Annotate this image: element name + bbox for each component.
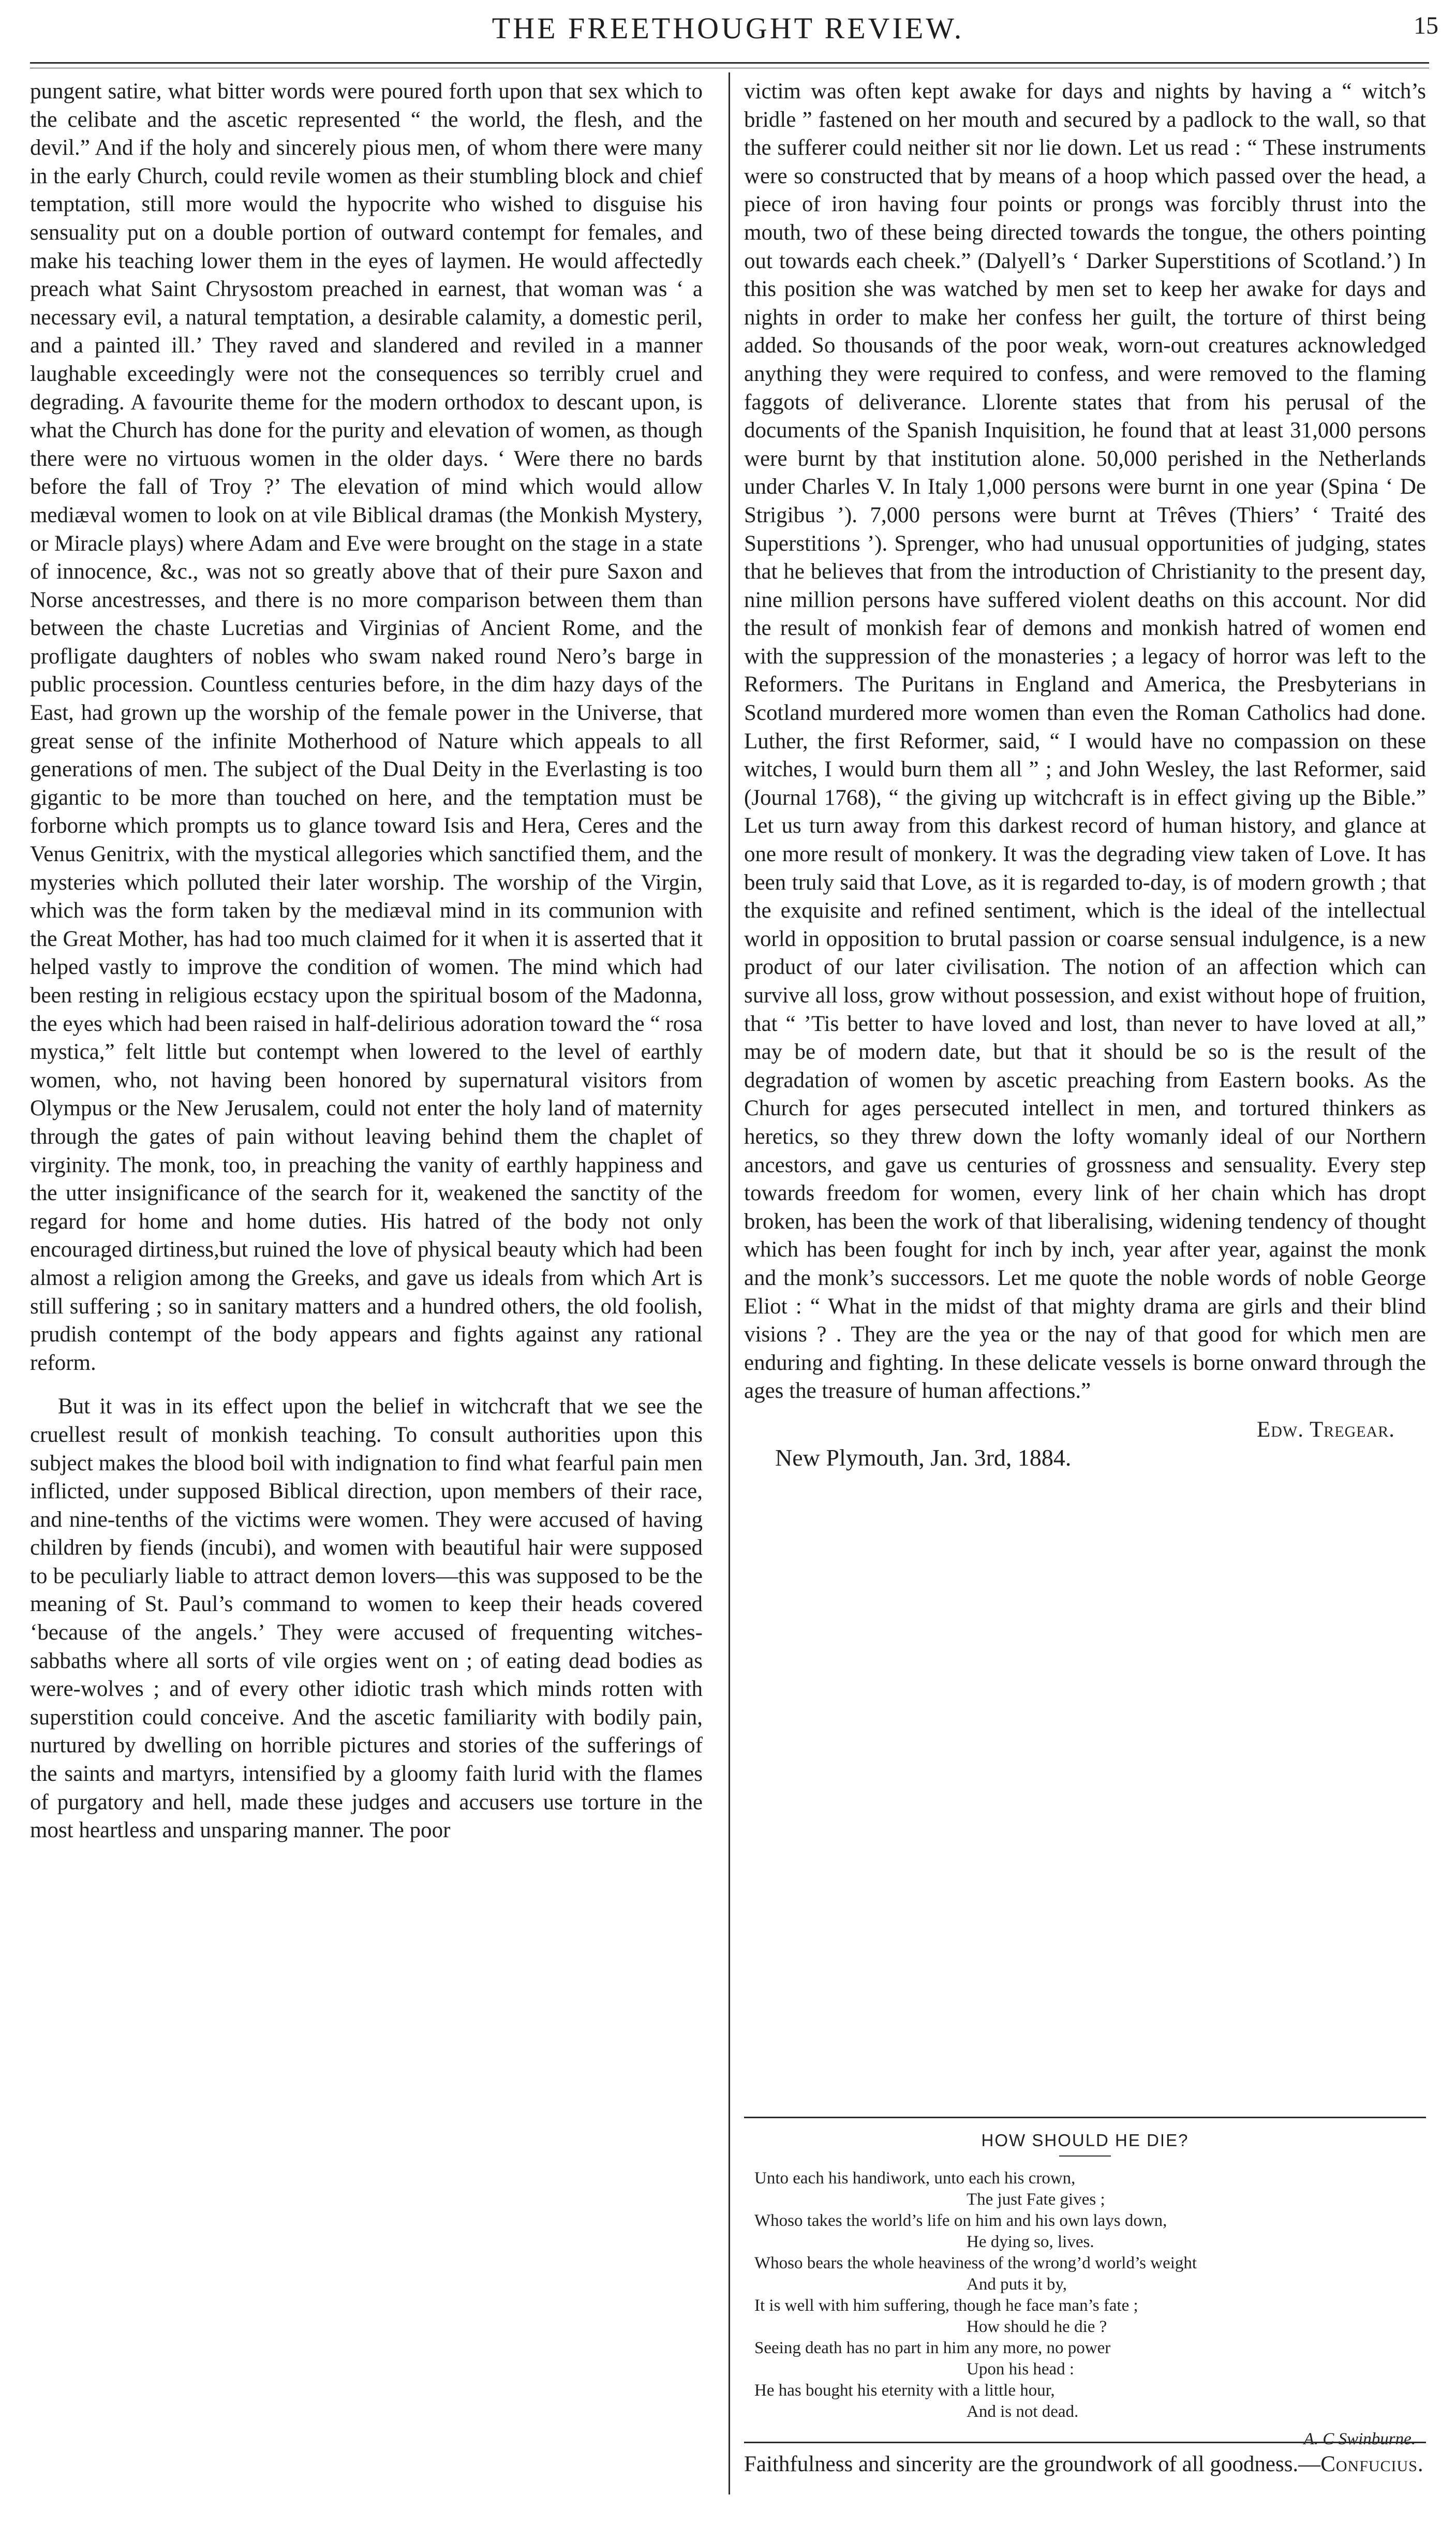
poem-line: Seeing death has no part in him any more, no power xyxy=(754,2339,1111,2357)
poem-line: The just Fate gives ; xyxy=(967,2190,1105,2209)
poem-line: Unto each his handiwork, unto each his crown, xyxy=(754,2169,1076,2188)
left-paragraph-2: But it was in its effect upon the belief in witchcraft that we see the cruellest result of monkish teaching. To consult authorities upon this subject makes the blood boil with indignation to find what fearful pain men inflicted, under supposed Biblical direction, upon members of their race, and nine-tenths of the victims were women. They were accused of having children by fiends (incubi), and women with beautiful hair were supposed to be peculiarly liable to attract demon lovers—this was supposed to be the meaning of St. Paul’s command to women to keep their heads covered ‘because of the angels.’ They were accused of frequenting witches-sabbaths where all sorts of vile orgies went on ; of eating dead bodies as were-wolves ; and of every other idiotic trash which minds rotten with superstition could conceive. And the ascetic familiarity with bodily pain, nurtured by dwelling on horrible pictures and stories of the sufferings of the saints and martyrs, intensified by a gloomy faith lurid with the flames of purgatory and hell, made these judges and accusers use torture in the most heartless and unsparing manner. The poor xyxy=(30,1394,703,1843)
left-paragraph-1: pungent satire, what bitter words were poured forth upon that sex which to the celibate and the ascetic represented “ the world, the flesh, and the devil.” And if the holy and sincerely pious men, of whom there were many in the early Church, could revile women as their stumbling block and chief temptation, still more would the hypocrite who wished to disguise his sensuality put on a double portion of outward contempt for females, and make his teaching lower them in the eyes of laymen. He would affectedly preach what Saint Chrysostom preached in earnest, that woman was ‘ a necessary evil, a natural temptation, a desirable calamity, a domestic peril, and a painted ill.’ They raved and slandered and reviled in a manner laughable exceedingly were not the consequences so terribly cruel and degrading. A favourite theme for the modern orthodox to descant upon, is what the Church has done for the purity and elevation of women, as though there were no virtuous women in the older days. ‘ Were there no bards before the fall of Troy ?’ The elevation of mind which would allow mediæval women to look on at vile Biblical dramas (the Monkish Mystery, or Miracle plays) where Adam and Eve were brought on the stage in a state of innocence, &c., was not so greatly above that of their pure Saxon and Norse ancestresses, and there is no more comparison between them than between the chaste Lucretias and Virginias of Ancient Rome, and the profligate daughters of nobles who swam naked round Nero’s barge in public procession. Countless centuries before, in the dim hazy days of the East, had grown up the worship of the female power in the Universe, that great sense of the infinite Motherhood of Nature which appeals to all generations of men. The subject of the Dual Deity in the Everlasting is too gigantic to be more than touched on here, and the temptation must be forborne which prompts us to glance toward Isis and Hera, Ceres and the Venus Genitrix, with the mystical allegories which sanctified them, and the mysteries which polluted their later worship. The worship of the Virgin, which was the form taken by the mediæval mind in its communion with the Great Mother, has had too much claimed for it when it is asserted that it helped vastly to improve the condition of women. The mind which had been resting in religious ecstacy upon the spiritual bosom of the Madonna, the eyes which had been raised in half-delirious adoration toward the “ rosa mystica,” felt little but contempt when lowered to the level of earthly women, who, not having been honored by supernatural visitors from Olympus or the New Jerusalem, could not enter the holy land of maternity through the gates of pain without leaving behind them the chaplet of virginity. The monk, too, in preaching the vanity of earthly happiness and the utter insignificance of the search for it, weakened the sanctity of the regard for home and home duties. His hatred of the body not only encouraged dirtiness,but ruined the love of physical beauty which had been almost a religion among the Greeks, and gave us ideals from which Art is still suffering ; so in sanitary matters and a hundred others, the old foolish, prudish contempt of the body appears and fights against any rational reform. xyxy=(30,79,703,1375)
closing-quote xyxy=(744,2451,1426,2478)
quote-text: Faithfulness and sincerity are the groundwork of all goodness.— xyxy=(744,2452,1321,2476)
right-paragraph-1: victim was often kept awake for days and nights by having a “ witch’s bridle ” fastened on her mouth and secured by a padlock to the wall, so that the sufferer could neither sit nor lie down. Let us read : “ These instruments were so constructed that by means of a hoop which passed over the head, a piece of iron having four points or prongs was forcibly thrust into the mouth, two of these being directed towards the tongue, the others pointing out towards each cheek.” (Dalyell’s ‘ Darker Superstitions of Scotland.’) In this position she was watched by men set to keep her awake for days and nights in order to make her confess her guilt, the torture of thirst being added. So thousands of the poor weak, worn-out creatures acknowledged anything they were required to confess, and were removed to the flaming faggots of deliverance. Llorente states that from his perusal of the documents of the Spanish Inquisition, he found that at least 31,000 persons were burnt by that institution alone. 50,000 perished in the Netherlands under Charles V. In Italy 1,000 persons were burnt in one year (Spina ‘ De Strigibus ’). 7,000 persons were burnt at Trêves (Thiers’ ‘ Traité des Superstitions ’). Sprenger, who had unusual opportunities of judging, states that he believes that from the introduction of Christianity to the present day, nine million persons have suffered violent deaths on this account. Nor did the result of monkish fear of demons and monkish hatred of women end with the suppression of the monasteries ; a legacy of horror was left to the Reformers. The Puritans in England and America, the Presbyterians in Scotland murdered more women than even the Roman Catholics had done. Luther, the first Reformer, said, “ I would have no compassion on these witches, I would burn them all ” ; and John Wesley, the last Reformer, said (Journal 1768), “ the giving up witchcraft is in effect giving up the Bible.” Let us turn away from this darkest record of human history, and glance at one more result of monkery. It was the degrading view taken of Love. It has been truly said that Love, as it is regarded to-day, is of modern growth ; that the exquisite and refined sentiment, which is the ideal of the intellectual world in opposition to brutal passion or coarse sensual indulgence, is a new product of our later civilisation. The notion of an affection which can survive all loss, grow without possession, and exist without hope of fruition, that “ ’Tis better to have loved and lost, than never to have loved at all,” may be of modern date, but that it should be so is the result of the degradation of women by ascetic preaching from Eastern books. As the Church for ages persecuted intellect in men, and tortured thinkers as heretics, so they threw down the lofty womanly ideal of our Northern ancestors, and gave us centuries of grossness and sensuality. Every step towards freedom for women, every link of her chain which has dropt broken, has been the work of that liberalising, widening tendency of thought which has been fought for inch by inch, year after year, against the monk and the monk’s successors. Let me quote the noble words of noble George Eliot : “ What in the midst of that mighty drama are girls and their blind visions ? . They are the yea or the nay of that good for which men are enduring and fighting. In these delicate vessels is borne onward through the ages the treasure of human affections.” xyxy=(744,79,1426,1404)
poem-line: And is not dead. xyxy=(967,2402,1079,2421)
page-number: 15 xyxy=(1414,12,1438,39)
poem-bottom-rule xyxy=(744,2442,1426,2443)
poem-line: Upon his head : xyxy=(967,2360,1075,2379)
poem-line: How should he die ? xyxy=(967,2317,1107,2336)
left-column xyxy=(30,78,703,1845)
poem-section xyxy=(744,2117,1426,2449)
signature-place-date: New Plymouth, Jan. 3rd, 1884. xyxy=(775,1444,1072,1471)
poem-line: He dying so, lives. xyxy=(967,2233,1094,2251)
poem-line: Whoso bears the whole heaviness of the wrong’d world’s weight xyxy=(754,2254,1197,2272)
poem-line: And puts it by, xyxy=(967,2275,1067,2294)
quote-author: Confucius. xyxy=(1320,2452,1424,2476)
poem-line: It is well with him suffering, though he face man’s fate ; xyxy=(754,2296,1138,2315)
right-column xyxy=(744,78,1426,1472)
poem-title: HOW SHOULD HE DIE? xyxy=(981,2131,1189,2150)
column-divider xyxy=(729,72,730,2494)
poem-line: Whoso takes the world’s life on him and his own lays down, xyxy=(754,2211,1167,2230)
poem-line: He has bought his eternity with a little hour, xyxy=(754,2381,1055,2400)
poem-title-rule xyxy=(1059,2155,1111,2157)
header-rule xyxy=(30,62,1429,68)
signature-name: Edw. Tregear. xyxy=(1257,1417,1395,1442)
poem-body xyxy=(744,2168,1426,2423)
masthead-title: THE FREETHOUGHT REVIEW. xyxy=(492,11,964,45)
article-signature xyxy=(744,1416,1426,1472)
poem-author: A. C Swinburne. xyxy=(1303,2430,1416,2448)
